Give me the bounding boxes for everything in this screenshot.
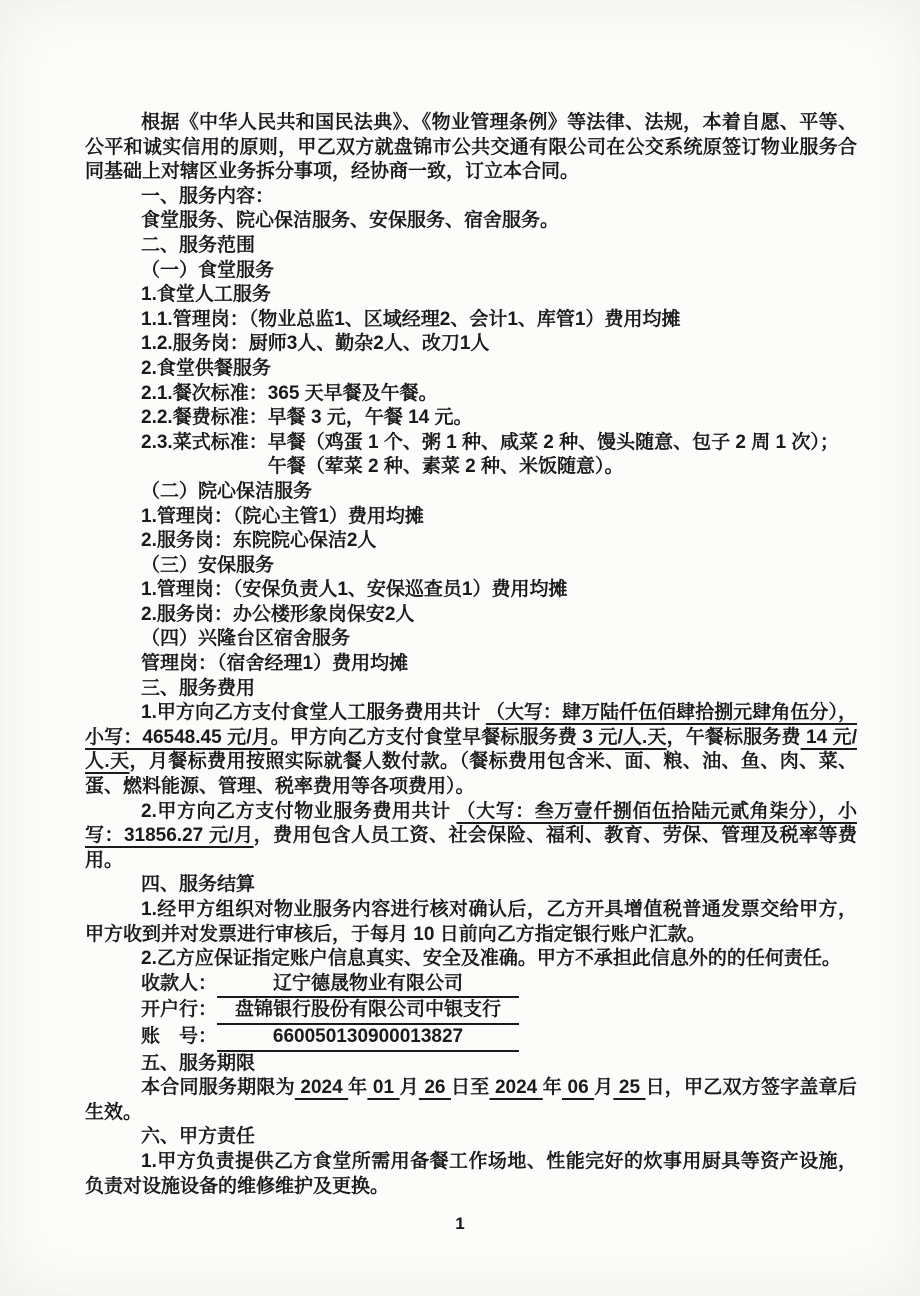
settlement-clause-1: 1.经甲方组织对物业服务内容进行核对确认后，乙方开具增值税普通发票交给甲方，甲方收到并对发票进行审核后，于每月 10 日前向乙方指定银行账户汇款。 [85,899,857,945]
heading-settlement: 四、服务结算 [141,874,256,896]
meal-style-label: 2.3.菜式标准： [141,431,268,453]
subheading-cleaning-service: （二）院心保洁服务 [141,480,313,502]
underlined-text-run: 01 [367,1077,400,1099]
bank-field [85,998,857,1025]
account-value: 660050130900013827 [217,1025,519,1052]
heading-service-content: 一、服务内容： [141,185,275,207]
heading-service-scope: 二、服务范围 [141,234,256,256]
bank-label: 开户行： [141,999,218,1021]
text-run: 日，甲乙双方签字盖章后生效。 [85,1077,857,1123]
clause-security-staff: 2.服务岗：办公楼形象岗保安2人 [141,603,415,625]
clause-security-mgmt: 1.管理岗：（安保负责人1、安保巡查员1）费用均摊 [141,579,568,601]
underlined-text-run: 3 元/人.天 [576,726,667,748]
payee-value: 辽宁德晟物业有限公司 [217,972,519,999]
clause-meal-times: 2.1.餐次标准：365 天早餐及午餐。 [141,382,438,404]
payee-label: 收款人： [141,972,218,994]
underlined-text-run: 25 [613,1077,646,1099]
heading-party-a-duty: 六、甲方责任 [141,1126,256,1148]
text-run: ，费用包含人员工资、社会保险、福利、教育、劳保、管理及税率等费用。 [85,825,857,871]
clause-dorm-mgmt: 管理岗：（宿舍经理1）费用均摊 [141,653,409,675]
clause-cleaning-mgmt: 1.管理岗：（院心主管1）费用均摊 [141,505,424,527]
fee-paragraph-property [85,800,857,874]
underlined-text-run: 小写：46548.45 元/月 [85,726,271,748]
underlined-text-run: 14 元/人.天 [85,726,857,773]
bank-value: 盘锦银行股份有限公司中银支行 [217,998,519,1025]
service-content-body: 食堂服务、院心保洁服务、安保服务、宿舍服务。 [141,210,560,232]
payee-field [85,972,857,999]
party-a-duty-clause-1: 1.甲方负责提供乙方食堂所需用备餐工作场地、性能完好的炊事用厨具等资产设施，负责对设施设备的维修维护及更换。 [85,1150,857,1197]
intro-paragraph: 根据《中华人民共和国民法典》、《物业管理条例》等法律、法规，本着自愿、平等、公平和诚实信用的原则，甲乙双方就盘锦市公共交通有限公司在公交系统原签订物业服务合同基础上对辖区业务拆分事项，经协商一致，订立本合同。 [85,112,857,183]
meal-style-lunch: 午餐（荤菜 2 种、素菜 2 种、米饭随意）。 [267,456,624,478]
text-run: 2.甲方向乙方支付物业服务费用共计 [141,800,457,822]
text-run: 。甲方向乙方支付食堂早餐标服务费 [270,726,577,748]
meal-style-breakfast: 早餐（鸡蛋 1 个、粥 1 种、咸菜 2 种、馒头随意、包子 2 周 1 次）； [267,431,839,453]
subheading-dorm-service: （四）兴隆台区宿舍服务 [141,628,351,650]
text-run: 年 [542,1077,562,1099]
heading-service-period: 五、服务期限 [141,1052,256,1074]
text-run: ，月餐标费用按照实际就餐人数付款。（餐标费用包含米、面、粮、油、鱼、肉、菜、蛋、燃料能源、管理、税率费用等各项费用）。 [85,751,857,798]
subheading-security-service: （三）安保服务 [141,554,275,576]
clause-meal-price: 2.2.餐费标准：早餐 3 元，午餐 14 元。 [141,407,473,429]
settlement-clause-2: 2.乙方应保证指定账户信息真实、安全及准确。甲方不承担此信息外的的任何责任。 [141,948,841,970]
text-run: 月 [399,1077,419,1099]
text-run: 本合同服务期限为 [141,1077,295,1099]
clause-canteen-labor: 1.食堂人工服务 [141,284,271,306]
fee-paragraph-canteen [85,701,857,799]
service-period-paragraph [85,1076,857,1125]
text-run: 1.甲方向乙方支付食堂人工服务费用共计 [141,702,486,724]
clause-meal-style [85,431,857,480]
text-run: 月 [594,1077,614,1099]
subheading-canteen-service: （一）食堂服务 [141,259,275,281]
page-number: 1 [455,1214,465,1233]
contract-body [85,111,857,1199]
text-run: 年 [348,1077,368,1099]
underlined-text-run: 26 [418,1077,451,1099]
account-label: 账 号： [141,1025,218,1047]
text-run: ，午餐标服务费 [666,726,801,748]
clause-canteen-meals: 2.食堂供餐服务 [141,357,271,379]
clause-canteen-mgmt: 1.1.管理岗：（物业总监1、区域经理2、会计1、库管1）费用均摊 [141,308,681,330]
clause-canteen-staff: 1.2.服务岗：厨师3人、勤杂2人、改刀1人 [141,333,490,355]
clause-cleaning-staff: 2.服务岗：东院院心保洁2人 [141,530,377,552]
underlined-text-run: （大写：叁万壹仟捌佰伍拾陆元贰角柒分），小写：31856.27 元/月 [85,800,857,847]
account-field [85,1025,857,1052]
underlined-text-run: 2024 [489,1077,543,1099]
heading-service-fees: 三、服务费用 [141,677,256,699]
underlined-text-run: （大写：肆万陆仟伍佰肆拾捌元肆角伍分）， [485,702,857,724]
text-run: 日至 [450,1077,490,1099]
underlined-text-run: 06 [561,1077,595,1099]
underlined-text-run: 2024 [294,1077,349,1099]
